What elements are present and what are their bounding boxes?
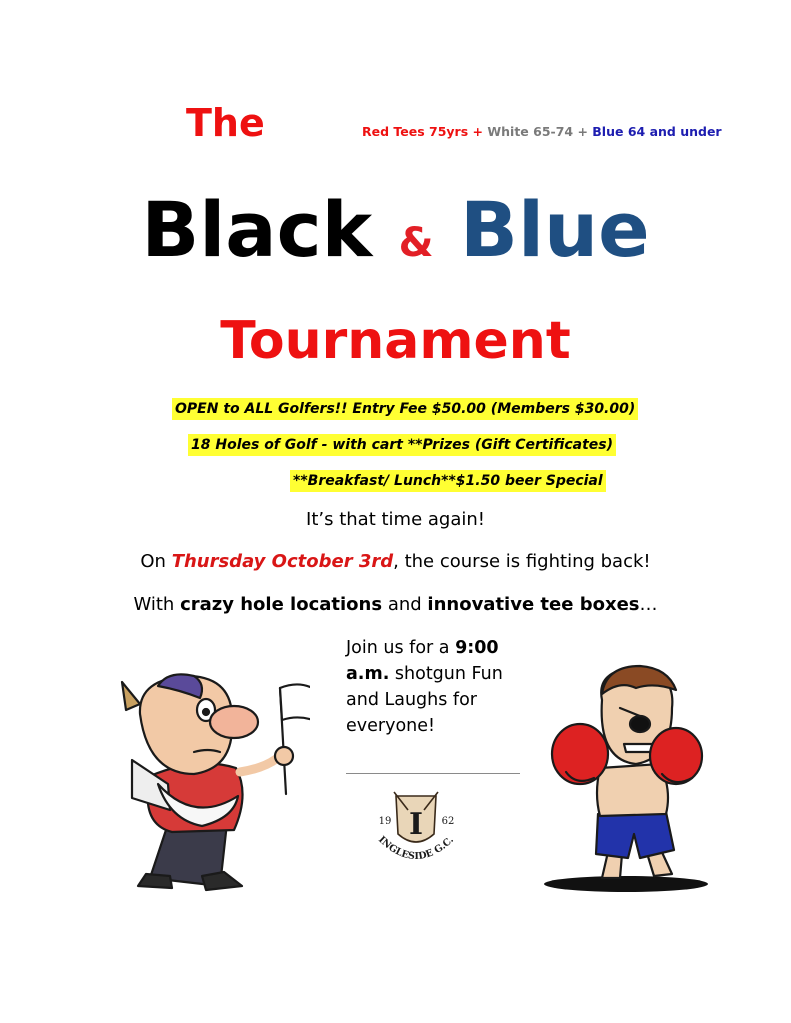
title-blue: Blue: [460, 185, 650, 274]
boxer-eye: [630, 716, 650, 732]
man-pupil: [203, 709, 209, 715]
man-hand: [275, 747, 293, 765]
man-shoe-left: [138, 874, 172, 888]
time-again-text: It’s that time again!: [306, 509, 485, 530]
logo-letter: I: [408, 807, 424, 842]
join-pre-text: Join us for a: [346, 638, 456, 658]
man-raised-arm: [240, 756, 280, 772]
fighting-text: , the course is fighting back!: [393, 551, 651, 572]
logo-year-right: 62: [441, 816, 455, 827]
title-tournament: Tournament: [220, 311, 571, 371]
the-heading: The: [186, 101, 265, 145]
with-text: With: [133, 594, 181, 615]
man-shoe-right: [202, 872, 242, 890]
man-nose: [210, 706, 258, 738]
and-text: and: [382, 594, 428, 615]
features-sentence: [0, 593, 791, 617]
white-tees-text: White 65-74 +: [487, 124, 593, 139]
injured-golfer-cartoon: [110, 664, 310, 896]
man-hair: [122, 682, 140, 710]
boxing-glove-right: [650, 728, 702, 784]
divider-line: [346, 773, 520, 774]
holes-prizes-line: 18 Holes of Golf - with cart **Prizes (Gift Certificates): [188, 434, 616, 456]
event-date: Thursday October 3rd: [171, 551, 394, 572]
boxer-cartoon: [536, 664, 714, 894]
join-post-text: shotgun Fun and Laughs for everyone!: [346, 664, 503, 736]
entry-fee-line: OPEN to ALL Golfers!! Entry Fee $50.00 (Members $30.00): [172, 398, 638, 420]
arm-sling: [132, 760, 170, 810]
boxer-shorts: [596, 812, 674, 858]
on-text: On: [140, 551, 172, 572]
white-flag: [280, 684, 310, 722]
boxing-glove-left: [552, 724, 608, 784]
tee-categories: [362, 124, 722, 140]
breakfast-beer-line: **Breakfast/ Lunch**$1.50 beer Special: [290, 470, 606, 492]
tee-boxes-text: innovative tee boxes: [427, 594, 640, 615]
logo-name: INGLESIDE G.C.: [376, 834, 456, 863]
title-ampersand: &: [398, 220, 434, 266]
ellipsis-text: …: [639, 594, 658, 615]
join-paragraph: [346, 635, 526, 739]
title-black: Black: [141, 185, 373, 274]
crazy-holes-text: crazy hole locations: [180, 594, 383, 615]
logo-year-left: 19: [378, 816, 392, 827]
date-sentence: [0, 550, 791, 574]
ingleside-logo: [368, 788, 464, 870]
blue-tees-text: Blue 64 and under: [592, 124, 722, 139]
boxer-shadow: [544, 876, 708, 892]
main-title: [0, 184, 791, 289]
red-tees-text: Red Tees 75yrs +: [362, 124, 488, 139]
start-time: 9:00 a.m.: [346, 638, 499, 684]
